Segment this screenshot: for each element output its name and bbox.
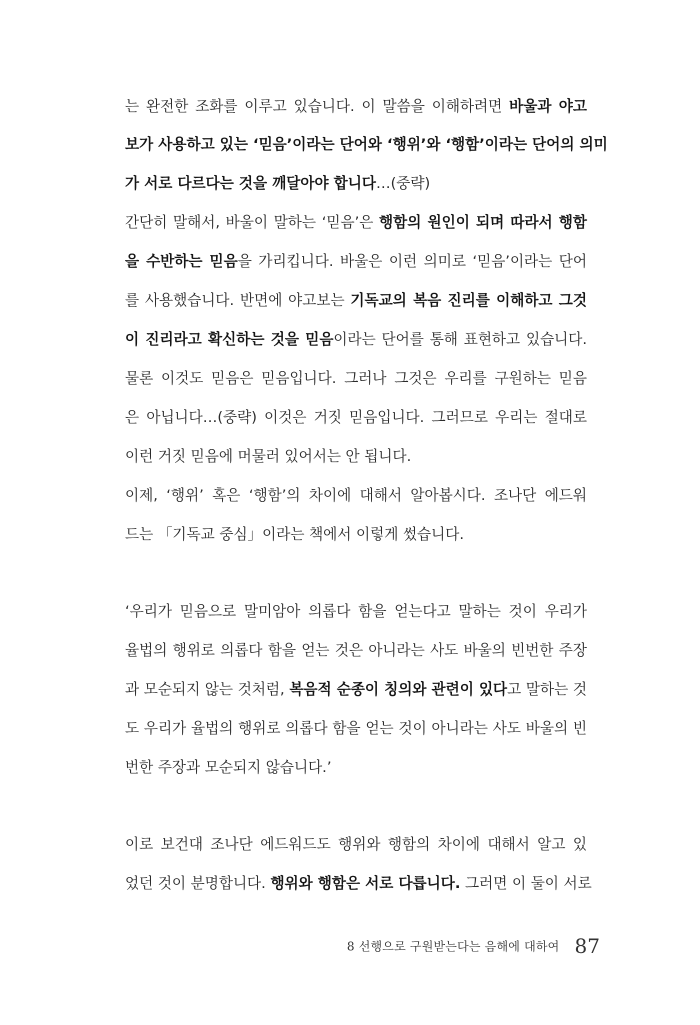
text-run: 그러면 이 둘이 서로 — [460, 875, 592, 892]
text-line — [125, 640, 587, 662]
text-run: 를 사용했습니다. 반면에 야고보는 — [125, 292, 351, 309]
text-line — [125, 173, 587, 195]
text-run: 간단히 말해서, 바울이 말하는 ‘믿음’은 — [125, 214, 380, 231]
text-line — [125, 251, 587, 273]
emphasis-text: 바울과 야고 — [509, 98, 587, 115]
text-run: 드는 「기독교 중심」이라는 책에서 이렇게 썼습니다. — [125, 526, 464, 543]
emphasis-text: 행위와 행함은 서로 다릅니다. — [270, 875, 461, 892]
text-line — [125, 834, 587, 856]
text-run: 물론 이것도 믿음은 믿음입니다. 그러나 그것은 우리를 구원하는 믿음 — [125, 370, 587, 387]
running-chapter-title: 8 선행으로 구원받는다는 음해에 대하여 — [346, 939, 560, 954]
text-run: 었던 것이 분명합니다. — [125, 875, 271, 892]
text-run: …(중략) — [375, 175, 431, 192]
text-line — [125, 329, 587, 351]
emphasis-text: 복음적 순종이 칭의와 관련이 있다 — [289, 681, 508, 698]
text-run: 이라는 단어를 통해 표현하고 있습니다. — [333, 331, 587, 348]
text-run: 도 우리가 율법의 행위로 의롭다 함을 얻는 것이 아니라는 사도 바울의 빈 — [125, 720, 587, 737]
text-line — [125, 212, 587, 234]
text-run: 이제, ‘행위’ 혹은 ‘행함’의 차이에 대해서 알아봅시다. 조나단 에드워 — [125, 487, 587, 504]
text-line — [125, 290, 587, 312]
text-line — [125, 407, 587, 429]
text-run: 이런 거짓 믿음에 머물러 있어서는 안 됩니다. — [125, 448, 412, 465]
text-line — [125, 679, 587, 701]
text-run: 번한 주장과 모순되지 않습니다.’ — [125, 759, 332, 776]
emphasis-text: 가 서로 다르다는 것을 깨달아야 합니다 — [125, 175, 376, 192]
emphasis-text: 을 수반하는 믿음 — [125, 253, 238, 270]
text-run: 율법의 행위로 의롭다 함을 얻는 것은 아니라는 사도 바울의 빈번한 주장 — [125, 642, 587, 659]
text-run: 고 말하는 것 — [507, 681, 587, 698]
text-line — [125, 601, 587, 623]
emphasis-text: 행함의 원인이 되며 따라서 행함 — [379, 214, 588, 231]
text-line — [125, 368, 587, 390]
text-run: 과 모순되지 않는 것처럼, — [125, 681, 290, 698]
text-line — [125, 524, 587, 546]
text-line — [125, 134, 608, 156]
emphasis-text: 보가 사용하고 있는 ‘믿음’이라는 단어와 ‘행위’와 ‘행함’이라는 단어의 의미 — [125, 136, 608, 153]
page-footer — [347, 934, 600, 958]
text-line — [125, 446, 587, 468]
page-number: 87 — [574, 934, 600, 958]
text-run: 이로 보건대 조나단 에드워드도 행위와 행함의 차이에 대해서 알고 있 — [125, 836, 587, 853]
text-line — [125, 873, 592, 895]
text-line — [125, 718, 587, 740]
text-line — [125, 757, 587, 779]
text-run: 는 완전한 조화를 이루고 있습니다. 이 말씀을 이해하려면 — [125, 98, 510, 115]
emphasis-text: 기독교의 복음 진리를 이해하고 그것 — [350, 292, 587, 309]
text-line — [125, 96, 587, 118]
text-run: ‘우리가 믿음으로 말미암아 의롭다 함을 얻는다고 말하는 것이 우리가 — [125, 603, 587, 620]
text-run: 은 아닙니다…(중략) 이것은 거짓 믿음입니다. 그러므로 우리는 절대로 — [125, 409, 587, 426]
emphasis-text: 이 진리라고 확신하는 것을 믿음 — [125, 331, 334, 348]
text-line — [125, 485, 587, 507]
text-run: 을 가리킵니다. 바울은 이런 의미로 ‘믿음’이라는 단어 — [237, 253, 587, 270]
